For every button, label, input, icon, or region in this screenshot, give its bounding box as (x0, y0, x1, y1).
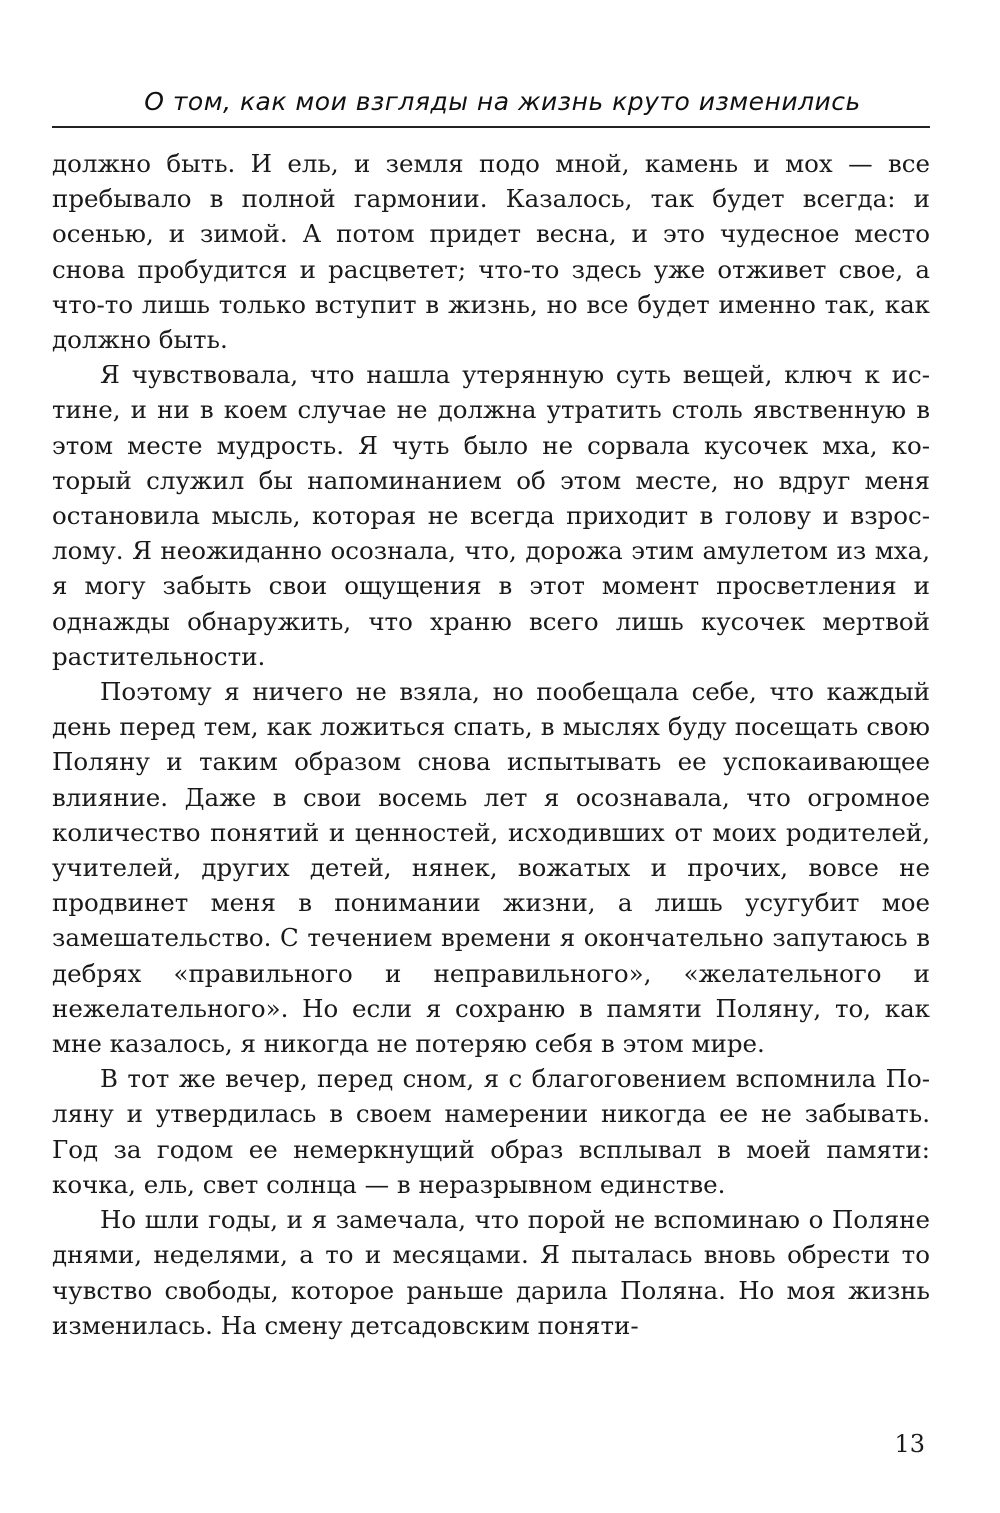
paragraph-1: должно быть. И ель, и земля подо мной, камень и мох — все пребывало в полной гармонии. Казалось, так будет всегда: и осенью, и зимой. А потом придет весна, и это чудесное место снова пробудится и расцветет; что-то здесь уже отживет свое, а что-то лишь только вступит в жизнь, но все будет именно так, как должно быть. (52, 149, 930, 355)
page-number: 13 (894, 1430, 925, 1458)
header-rule (52, 126, 930, 128)
paragraph-4: В тот же вечер, перед сном, я с благоговением вспомнила Поляну и утвердилась в своем намерении никогда ее не забывать. Год за годом ее немеркнущий образ всплывал в моей памяти: кочка, ель, свет солнца — в неразрывном единстве. (52, 1064, 930, 1199)
paragraph-2: Я чувствовала, что нашла утерянную суть вещей, ключ к истине, и ни в коем случае не должна утратить столь явственную в этом месте мудрость. Я чуть было не сорвала кусочек мха, который служил бы напоминанием об этом месте, но вдруг меня остановила мысль, которая не всегда приходит в голову и взрослому. Я неожиданно осознала, что, дорожа этим амулетом из мха, я могу забыть свои ощущения в этот момент просветления и однажды обнаружить, что храню всего лишь кусочек мертвой растительности. (52, 360, 930, 671)
body-text (52, 146, 930, 1343)
paragraph-3: Поэтому я ничего не взяла, но пообещала себе, что каждый день перед тем, как ложиться спать, в мыслях буду посещать свою Поляну и таким образом снова испытывать ее успокаивающее влияние. Даже в свои восемь лет я осознавала, что огромное количество понятий и ценностей, исходивших от моих родителей, учителей, других детей, нянек, вожатых и прочих, вовсе не продвинет меня в понимании жизни, а лишь усугубит мое замешательство. С течением времени я окончательно запутаюсь в дебрях «правильного и неправильного», «желательного и нежелательного». Но если я сохраню в памяти Поляну, то, как мне казалось, я никогда не потеряю себя в этом мире. (52, 677, 930, 1059)
running-header-title: О том, как мои взгляды на жизнь круто изменились (144, 87, 861, 116)
paragraph-5: Но шли годы, и я замечала, что порой не вспоминаю о Поляне днями, неделями, а то и месяцами. Я пыталась вновь обрести то чувство свободы, которое раньше дарила Поляна. Но моя жизнь изменилась. На смену детсадовским поняти- (52, 1205, 930, 1340)
